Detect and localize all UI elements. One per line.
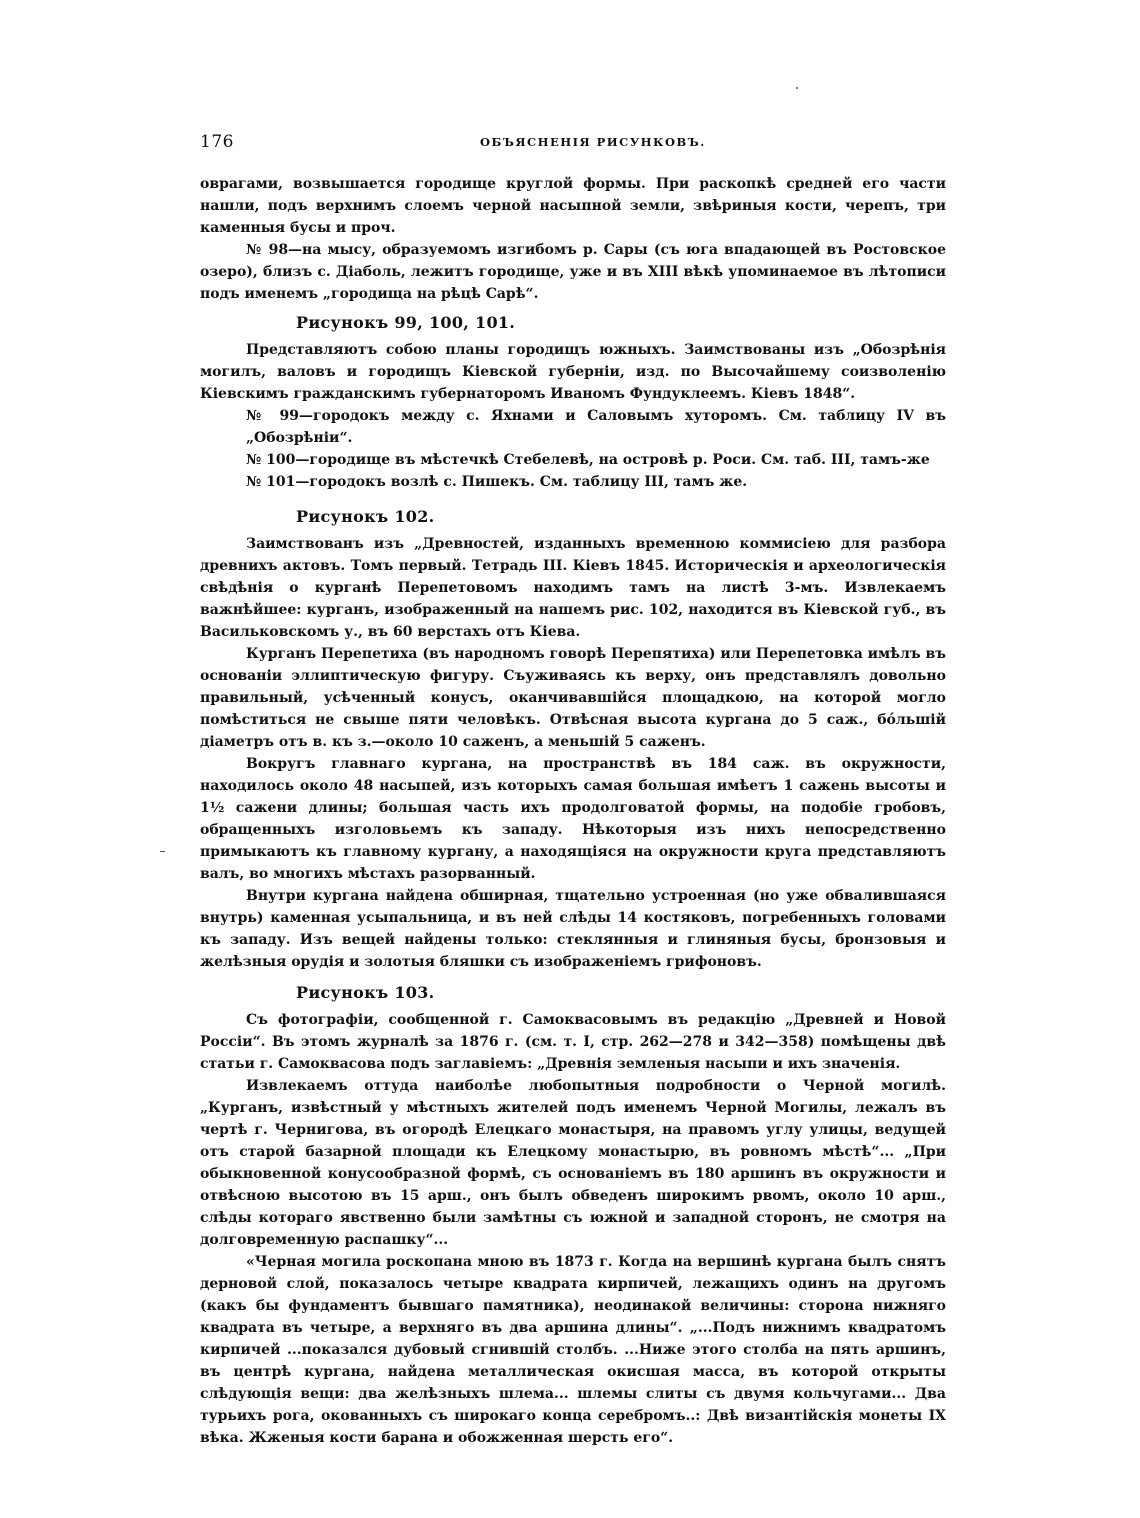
paragraph-item-98: № 98—на мысу, образуемомъ изгибомъ р. Сары (съ юга впадающей въ Ростовское озеро), близъ с. Діаболь, лежитъ городище, уже и въ XIII вѣкѣ упоминаемое въ лѣтописи подъ именемъ „городища на рѣцѣ Сарѣ“. — [200, 242, 946, 302]
paragraph-figure-99-intro: Представляютъ собою планы городищъ южныхъ. Заимствованы изъ „Обозрѣнія могилъ, валовъ и городищъ Кіевской губерніи, изд. по Высочайшему соизволенію Кіевскимъ гражданскимъ губернаторомъ Иваномъ Фундуклеемъ. Кіевъ 1848“. — [200, 342, 946, 402]
paragraph-figure-102-surroundings: Вокругъ главнаго кургана, на пространствѣ въ 184 саж. въ окружности, находилось около 48 насыпей, изъ которыхъ самая большая имѣетъ 1 сажень высоты и 1½ сажени длины; большая часть ихъ продолговатой формы, на подобіе гробовъ, обращенныхъ изголовьемъ къ западу. Нѣкоторыя изъ нихъ непосредственно примыкаютъ къ главному кургану, а находящіяся на окружности круга представляютъ валъ, во многихъ мѣстахъ разорванный. — [200, 756, 946, 882]
paragraph-figure-102-source: Заимствованъ изъ „Древностей, изданныхъ временною коммисіею для разбора древнихъ актовъ. Томъ первый. Тетрадь III. Кіевъ 1845. Историческія и археологическія свѣдѣнія о курганѣ Перепетовомъ находимъ тамъ на листѣ 3-мъ. Извлекаемъ важнѣйшее: курганъ, изображенный на нашемъ рис. 102, находится въ Кіевской губ., въ Васильковскомъ у., въ 60 верстахъ отъ Кіева. — [200, 536, 946, 640]
page-body — [200, 173, 946, 1449]
paragraph-figure-102-finds: Внутри кургана найдена обширная, тщательно устроенная (но уже обвалившаяся внутрь) каменная усыпальница, и въ ней слѣды 14 костяковъ, погребенныхъ головами къ западу. Изъ вещей найдены только: стеклянныя и глиняныя бусы, бронзовыя и желѣзныя орудія и золотыя бляшки съ изображеніемъ грифоновъ. — [200, 888, 946, 970]
paragraph-figure-103-black-grave: Извлекаемъ оттуда наиболѣе любопытныя подробности о Черной могилѣ. „Курганъ, извѣстный у мѣстныхъ жителей подъ именемъ Черной Могилы, лежалъ въ чертѣ г. Чернигова, въ огородѣ Елецкаго монастыря, на правомъ углу улицы, ведущей отъ старой базарной площади къ Елецкому монастырю, въ ровномъ мѣстѣ“... „При обыкновенной конусообразной формѣ, съ основаніемъ въ 180 аршинъ въ окружности и отвѣсною высотою въ 15 арш., онъ былъ обведенъ широкимъ рвомъ, около 10 арш., слѣды котораго явственно были замѣтны съ южной и западной сторонъ, не смотря на долговременную распашку“... — [200, 1078, 946, 1248]
paragraph-figure-103-source: Съ фотографіи, сообщенной г. Самоквасовымъ въ редакцію „Древней и Новой Россіи“. Въ этомъ журналѣ за 1876 г. (см. т. I, стр. 262—278 и 342—358) помѣщены двѣ статьи г. Самоквасова подъ заглавіемъ: „Древнія земленыя насыпи и ихъ значенія. — [200, 1012, 946, 1072]
paragraph-figure-103-excavation: «Черная могила роскопана мною въ 1873 г. Когда на вершинѣ кургана былъ снятъ дерновой слой, показалось четыре квадрата кирпичей, лежащихъ одинъ на другомъ (какъ бы фундаментъ бывшаго памятника), неодинакой величины: сторона нижняго квадрата въ четыре, а верхняго въ два аршина длины“. „...Подъ нижнимъ квадратомъ кирпичей ...показался дубовый сгнившій столбъ. ...Ниже этого столба на пять аршинъ, въ центрѣ кургана, найдена металлическая окисшая масса, въ которой открыты слѣдующія вещи: два желѣзныхъ шлема... шлемы слиты съ двумя кольчугами... Два турьихъ рога, окованныхъ съ широкаго конца серебромъ..: Двѣ византійскія монеты IX вѣка. Жженыя кости барана и обожженная шерсть его“. — [200, 1254, 946, 1446]
margin-mark — [160, 851, 165, 852]
heading-figure-103: Рисунокъ 103. — [296, 983, 435, 1002]
heading-figure-102: Рисунокъ 102. — [296, 507, 435, 526]
page-header — [200, 132, 946, 156]
list-item-99: № 99—городокъ между с. Яхнами и Саловымъ хуторомъ. См. таблицу IV въ „Обозрѣніи“. — [246, 408, 946, 446]
list-item-101: № 101—городокъ возлѣ с. Пишекъ. См. таблицу III, тамъ же. — [246, 474, 748, 490]
page-number: 176 — [200, 132, 234, 152]
list-item-100: № 100—городище въ мѣстечкѣ Стебелевѣ, на островѣ р. Роси. См. таб. III, тамъ-же — [246, 452, 930, 468]
heading-figure-99-101: Рисунокъ 99, 100, 101. — [296, 313, 516, 332]
scan-speck — [796, 87, 798, 89]
paragraph-intro: оврагами, возвышается городище круглой формы. При раскопкѣ средней его части нашли, подъ верхнимъ слоемъ черной насыпной земли, звѣриныя кости, черепъ, три каменныя бусы и проч. — [200, 176, 946, 236]
paragraph-figure-102-shape: Курганъ Перепетиха (въ народномъ говорѣ Перепятиха) или Перепетовка имѣлъ въ основаніи эллиптическую фигуру. Съуживаясь къ верху, онъ представлялъ довольно правильный, усѣченный конусъ, оканчивавшійся площадкою, на которой могло помѣститься не свыше пяти человѣкъ. Отвѣсная высота кургана до 5 саж., бóльшій діаметръ отъ в. къ з.—около 10 саженъ, а меньшій 5 саженъ. — [200, 646, 946, 750]
running-title: ОБЪЯСНЕНІЯ РИСУНКОВЪ. — [480, 135, 706, 149]
